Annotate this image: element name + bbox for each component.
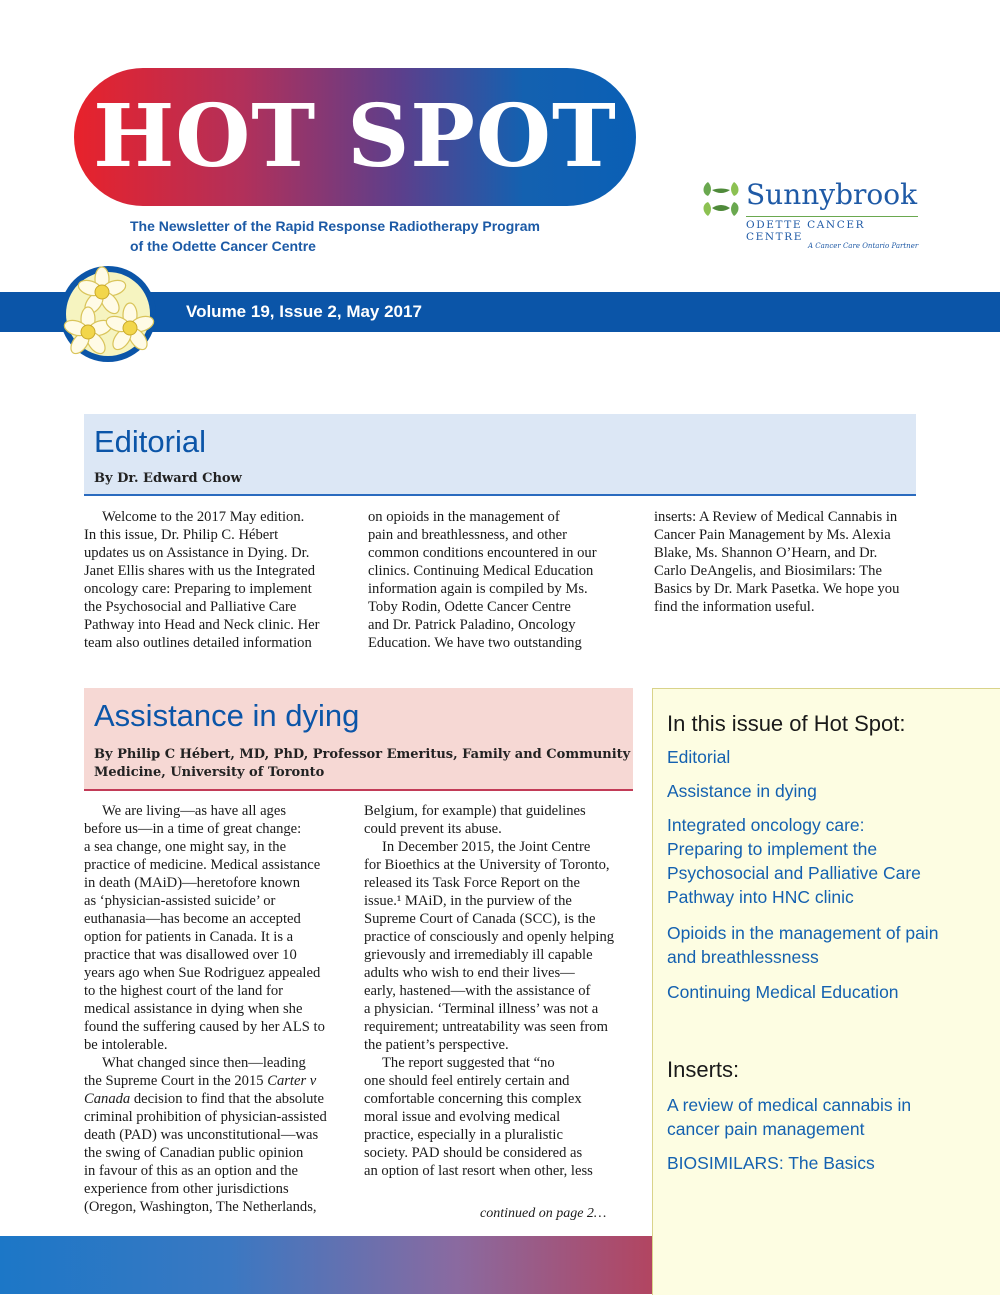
text-line: criminal prohibition of physician-assisted [84, 1109, 327, 1125]
toc-line: Editorial [667, 747, 731, 767]
text-line: adults who wish to end their lives— [364, 965, 575, 981]
logo-subtitle: ODETTE CANCER CENTRE [746, 216, 918, 243]
insert-item-biosimilars[interactable] [667, 1151, 987, 1175]
text-line: the patient’s perspective. [364, 1037, 509, 1053]
text-line: Basics by Dr. Mark Pasetka. We hope you [654, 581, 900, 597]
text-line: Blake, Ms. Shannon O’Hearn, and Dr. [654, 545, 878, 561]
toc-line: Continuing Medical Education [667, 982, 899, 1002]
leaf-logo-icon [698, 176, 744, 222]
text-line: In this issue, Dr. Philip C. Hébert [84, 527, 279, 543]
text-line: before us—in a time of great change: [84, 821, 302, 837]
text-line: Belgium, for example) that guidelines [364, 803, 586, 819]
text-line: Carlo DeAngelis, and Biosimilars: The [654, 563, 882, 579]
text-line: clinics. Continuing Medical Education [368, 563, 594, 579]
toc-line: Assistance in dying [667, 781, 817, 801]
text-line: requirement; untreatability was seen from [364, 1019, 608, 1035]
text-line: and Dr. Patrick Paladino, Oncology [368, 617, 576, 633]
text-line: in favour of this as an option and the [84, 1163, 298, 1179]
insert-item-cannabis[interactable] [667, 1093, 987, 1141]
text-line: experience from other jurisdictions [84, 1181, 289, 1197]
inserts-title: Inserts: [667, 1057, 740, 1082]
assistance-byline-line1: By Philip C Hébert, MD, PhD, Professor Emeritus, Family and Community [94, 747, 631, 762]
editorial-header [84, 414, 916, 496]
text-line: common conditions encountered in our [368, 545, 597, 561]
text-line: one should feel entirely certain and [364, 1073, 570, 1089]
sidebar-title: In this issue of Hot Spot: [667, 711, 906, 736]
editorial-column-3 [654, 508, 920, 616]
text-line: comfortable concerning this complex [364, 1091, 582, 1107]
editorial-title: Editorial [94, 424, 206, 459]
text-line: Education. We have two outstanding [368, 635, 582, 651]
toc-item-editorial[interactable] [667, 745, 987, 769]
logo-name: Sunnybrook [746, 178, 918, 211]
text-line: practice, especially in a pluralistic [364, 1127, 563, 1143]
case-name: Canada [84, 1091, 131, 1107]
assistance-header [84, 688, 633, 791]
toc-line: cancer pain management [667, 1119, 865, 1139]
toc-item-opioids[interactable] [667, 921, 987, 969]
toc-line: and breathlessness [667, 947, 819, 967]
text-line: death (PAD) was unconstitutional—was [84, 1127, 319, 1143]
text-line: an option of last resort when other, less [364, 1163, 593, 1179]
toc-item-integrated-oncology[interactable] [667, 813, 987, 909]
toc-line: Preparing to implement the [667, 839, 878, 859]
text-line: The report suggested that “no [382, 1055, 555, 1071]
text-line: as ‘physician-assisted suicide’ or [84, 893, 276, 909]
text-line: could prevent its abuse. [364, 821, 502, 837]
newsletter-title: HOT SPOT [93, 86, 617, 187]
text-line: pain and breathlessness, and other [368, 527, 567, 543]
daffodil-icon [58, 262, 166, 370]
text-line: Cancer Pain Management by Ms. Alexia [654, 527, 891, 543]
text-line: to the highest court of the land for [84, 983, 283, 999]
text-line: information again is compiled by Ms. [368, 581, 588, 597]
text-line: (Oregon, Washington, The Netherlands, [84, 1199, 317, 1215]
text-line: early, hastened—with the assistance of [364, 983, 591, 999]
text-line: a physician. ‘Terminal illness’ was not a [364, 1001, 599, 1017]
text-line: Welcome to the 2017 May edition. [102, 509, 305, 525]
text-line: years ago when Sue Rodriguez appealed [84, 965, 321, 981]
text-line: moral issue and evolving medical [364, 1109, 561, 1125]
assistance-column-1 [84, 802, 354, 1216]
text-line: on opioids in the management of [368, 509, 560, 525]
assistance-column-2 [364, 802, 638, 1180]
assistance-byline-line2: Medicine, University of Toronto [94, 765, 325, 780]
sunnybrook-logo [698, 176, 920, 258]
text-line: team also outlines detailed information [84, 635, 312, 651]
text-line: updates us on Assistance in Dying. Dr. [84, 545, 310, 561]
editorial-byline: By Dr. Edward Chow [94, 471, 242, 486]
text-line: find the information useful. [654, 599, 815, 615]
text-line: We are living—as have all ages [102, 803, 287, 819]
text-line: oncology care: Preparing to implement [84, 581, 312, 597]
text-line: the swing of Canadian public opinion [84, 1145, 304, 1161]
text-line: a sea change, one might say, in the [84, 839, 287, 855]
text-line: euthanasia—has become an accepted [84, 911, 301, 927]
text-line: Toby Rodin, Odette Cancer Centre [368, 599, 571, 615]
editorial-column-2 [368, 508, 638, 652]
toc-line: BIOSIMILARS: The Basics [667, 1153, 875, 1173]
toc-item-cme[interactable] [667, 980, 987, 1004]
in-this-issue-sidebar [652, 688, 1000, 1295]
text-line: practice of consciously and openly helping [364, 929, 615, 945]
toc-line: Opioids in the management of pain [667, 923, 939, 943]
text-line: in death (MAiD)—heretofore known [84, 875, 301, 891]
text-line: the Psychosocial and Palliative Care [84, 599, 297, 615]
text-line: practice that was disallowed over 10 [84, 947, 297, 963]
logo-tagline: A Cancer Care Ontario Partner [808, 242, 919, 250]
volume-issue-line: Volume 19, Issue 2, May 2017 [186, 302, 422, 321]
text-line: option for patients in Canada. It is a [84, 929, 294, 945]
text-line: medical assistance in dying when she [84, 1001, 303, 1017]
text-line: be intolerable. [84, 1037, 168, 1053]
text-line: found the suffering caused by her ALS to [84, 1019, 325, 1035]
newsletter-subtitle-line1: The Newsletter of the Rapid Response Radiotherapy Program [130, 218, 540, 234]
toc-line: Psychosocial and Palliative Care [667, 863, 921, 883]
text-line: practice of medicine. Medical assistance [84, 857, 321, 873]
text-line-with-case [84, 1090, 354, 1108]
case-name: Carter v [267, 1073, 317, 1089]
footer-gradient-band [0, 1236, 652, 1294]
text-line: In December 2015, the Joint Centre [382, 839, 591, 855]
toc-line: A review of medical cannabis in [667, 1095, 912, 1115]
text-fragment: the Supreme Court in the 2015 [84, 1073, 264, 1089]
text-line: What changed since then—leading [102, 1055, 306, 1071]
text-fragment: decision to find that the absolute [133, 1091, 324, 1107]
text-line: released its Task Force Report on the [364, 875, 580, 891]
toc-item-assistance[interactable] [667, 779, 987, 803]
text-line: Janet Ellis shares with us the Integrated [84, 563, 316, 579]
text-line: issue.¹ MAiD, in the purview of the [364, 893, 572, 909]
text-line: Supreme Court of Canada (SCC), is the [364, 911, 596, 927]
editorial-column-1 [84, 508, 354, 652]
assistance-title: Assistance in dying [94, 698, 360, 733]
text-line: Pathway into Head and Neck clinic. Her [84, 617, 320, 633]
toc-line: Integrated oncology care: [667, 815, 865, 835]
text-line: for Bioethics at the University of Toronto, [364, 857, 610, 873]
text-line-with-case [84, 1072, 354, 1090]
toc-line: Pathway into HNC clinic [667, 887, 854, 907]
hot-spot-banner [74, 68, 636, 206]
text-line: grievously and irremediably ill capable [364, 947, 593, 963]
text-line: inserts: A Review of Medical Cannabis in [654, 509, 898, 525]
newsletter-subtitle-line2: of the Odette Cancer Centre [130, 238, 316, 254]
text-line: society. PAD should be considered as [364, 1145, 583, 1161]
continued-on-page-link[interactable]: continued on page 2… [480, 1206, 607, 1221]
